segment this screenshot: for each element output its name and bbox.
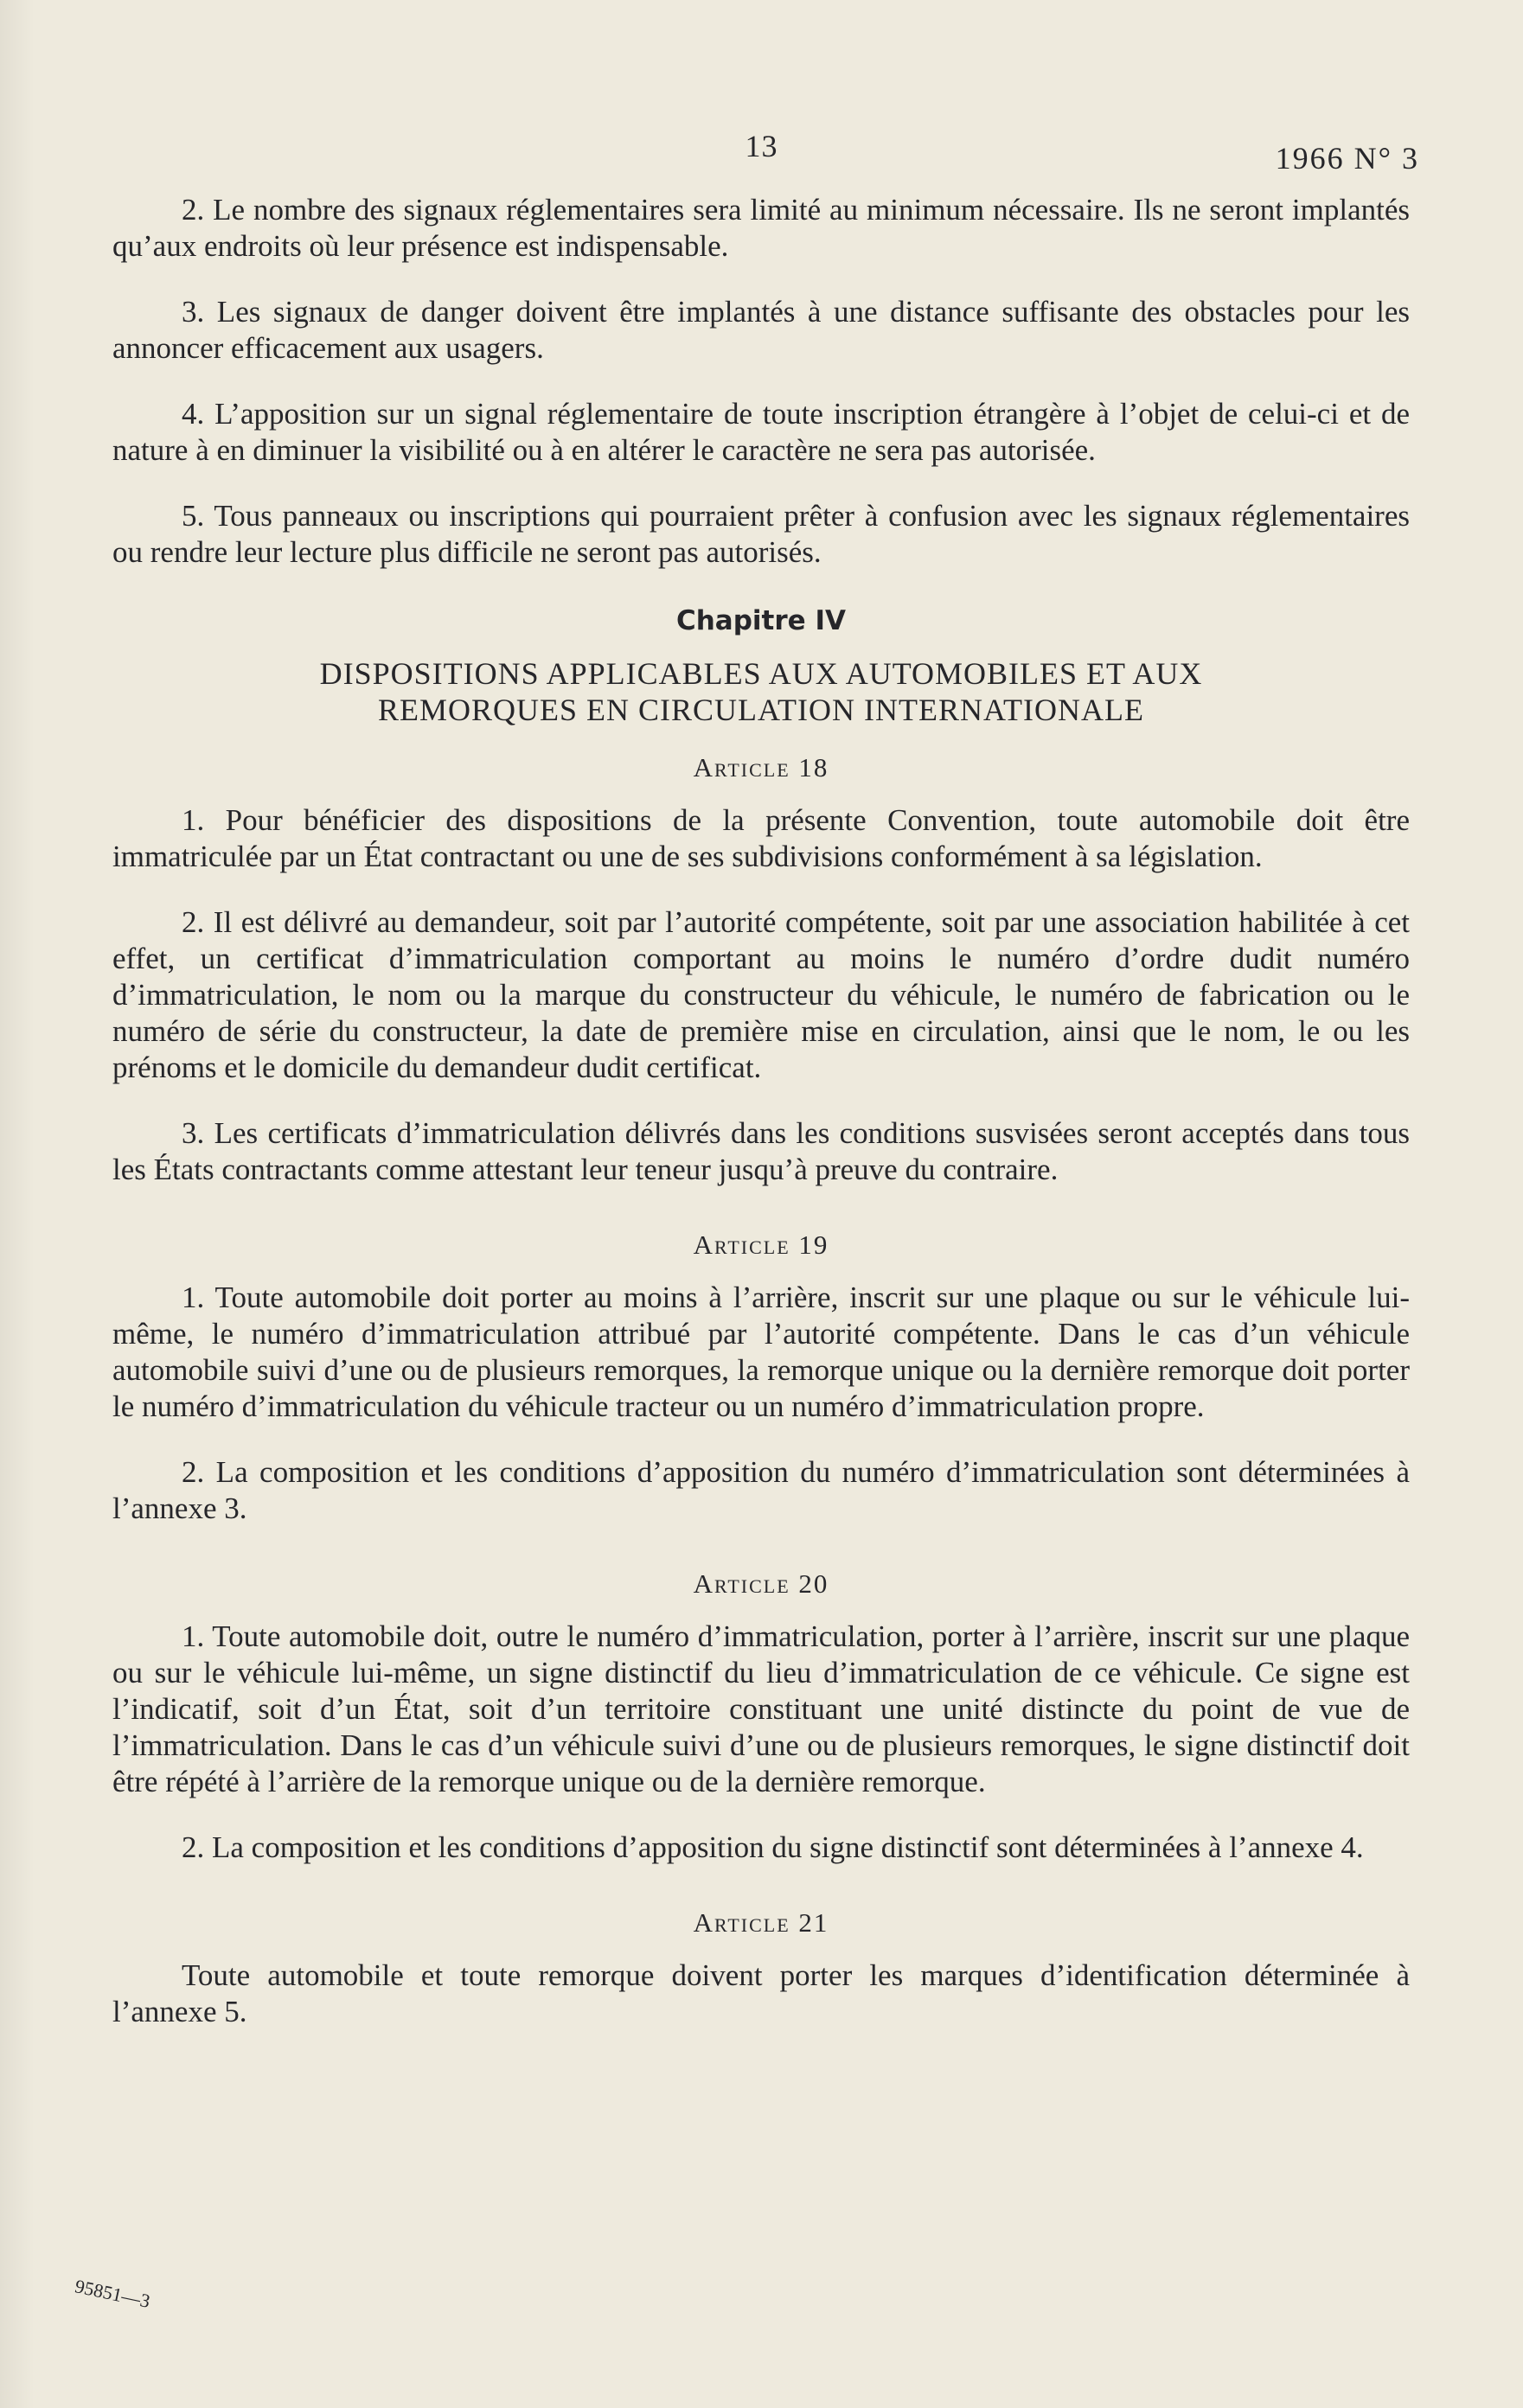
chapter-title xyxy=(112,655,1410,728)
chapter-label: Chapitre IV xyxy=(675,605,846,636)
article21-paragraph: Toute automobile et toute remorque doivent porter les marques d’identification déterminée à l’annexe 5. xyxy=(112,1958,1410,2028)
article17-paragraph: 4. L’apposition sur un signal réglementaire de toute inscription étrangère à l’objet de celui-ci et de nature à en diminuer la visibilité ou à en altérer le caractère ne sera pas autorisée. xyxy=(112,397,1410,467)
article18-paragraph: 3. Les certificats d’immatriculation délivrés dans les conditions susvisées seront acceptés dans tous les États contractants comme attestant leur teneur jusqu’à preuve du contraire. xyxy=(112,1116,1410,1186)
article19-paragraph: 2. La composition et les conditions d’apposition du numéro d’immatriculation sont déterminées à l’annexe 3. xyxy=(112,1455,1410,1525)
article-heading: Article 20 xyxy=(693,1568,829,1599)
article17-paragraph: 3. Les signaux de danger doivent être implantés à une distance suffisante des obstacles pour les annoncer efficacement aux usagers. xyxy=(112,295,1410,365)
article20-paragraph: 1. Toute automobile doit, outre le numéro d’immatriculation, porter à l’arrière, inscrit sur une plaque ou sur le véhicule lui-même, un signe distinctif du lieu d’immatriculation de ce véhicule. Ce signe est l’indicatif, soit d’un État, soit d’un territoire constituant une unité distincte du point de vue de l’immatriculation. Dans le cas d’un véhicule suivi d’une ou de plusieurs remorques, le signe distinctif doit être répété à l’arrière de la remorque unique ou de la dernière remorque. xyxy=(112,1619,1410,1798)
chapter-title-line: DISPOSITIONS APPLICABLES AUX AUTOMOBILES ET AUX xyxy=(319,656,1203,691)
article17-paragraph: 2. Le nombre des signaux réglementaires sera limité au minimum nécessaire. Ils ne seront implantés qu’aux endroits où leur présence est indispensable. xyxy=(112,193,1410,263)
article20-paragraph: 2. La composition et les conditions d’apposition du signe distinctif sont déterminées à l’annexe 4. xyxy=(182,1830,1364,1864)
article-heading: Article 19 xyxy=(693,1230,829,1260)
article18-paragraph: 2. Il est délivré au demandeur, soit par l’autorité compétente, soit par une association habilitée à cet effet, un certificat d’immatriculation comportant au moins le numéro d’ordre dudit numéro d’immatriculation, le nom ou la marque du constructeur du véhicule, le numéro de fabrication ou le numéro de série du constructeur, la date de première mise en circulation, ainsi que le nom, le ou les prénoms et le domicile du demandeur dudit certificat. xyxy=(112,905,1410,1084)
journal-reference: 1966 N° 3 xyxy=(1275,141,1419,176)
article19-paragraph: 1. Toute automobile doit porter au moins à l’arrière, inscrit sur une plaque ou sur le véhicule lui-même, le numéro d’immatriculation attribué par l’autorité compétente. Dans le cas d’un véhicule automobile suivi d’une ou de plusieurs remorques, la remorque unique ou la dernière remorque doit porter le numéro d’immatriculation du véhicule tracteur ou un numéro d’immatriculation propre. xyxy=(112,1281,1410,1423)
page-number: 13 xyxy=(745,129,778,163)
chapter-title-line: REMORQUES EN CIRCULATION INTERNATIONALE xyxy=(378,693,1144,727)
article-heading: Article 21 xyxy=(693,1907,829,1938)
article17-paragraph: 5. Tous panneaux ou inscriptions qui pourraient prêter à confusion avec les signaux réglementaires ou rendre leur lecture plus difficile ne seront pas autorisés. xyxy=(112,499,1410,569)
article18-paragraph: 1. Pour bénéficier des dispositions de la présente Convention, toute automobile doit être immatriculée par un État contractant ou une de ses subdivisions conformément à sa législation. xyxy=(112,803,1410,873)
print-code: 95851—3 xyxy=(73,2275,152,2312)
page-body xyxy=(112,192,1410,2060)
article-heading: Article 18 xyxy=(693,752,829,782)
